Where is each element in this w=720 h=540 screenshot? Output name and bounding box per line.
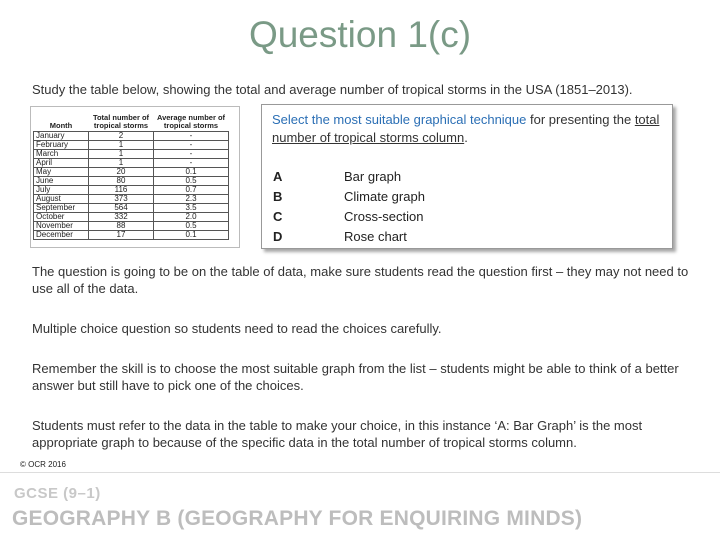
total-cell: 80 <box>89 177 154 186</box>
total-cell: 332 <box>89 213 154 222</box>
month-cell: June <box>34 177 89 186</box>
month-cell: October <box>34 213 89 222</box>
note-paragraph: Remember the skill is to choose the most suitable graph from the list – students might be able to think of a better answer but still have to pick one of the choices. <box>32 361 679 393</box>
average-cell: 0.5 <box>154 222 229 231</box>
month-cell: December <box>34 231 89 240</box>
table-row <box>34 168 229 177</box>
total-cell: 1 <box>89 150 154 159</box>
option-text-a: Bar graph <box>344 169 402 184</box>
option-letter-c: C <box>273 209 283 224</box>
total-cell: 20 <box>89 168 154 177</box>
table-row <box>34 186 229 195</box>
note-paragraph: Multiple choice question so students need to read the choices carefully. <box>32 321 442 336</box>
question-rest: for presenting the <box>526 112 632 127</box>
month-cell: January <box>34 132 89 141</box>
total-cell: 116 <box>89 186 154 195</box>
footer-qualification: GCSE (9–1) <box>14 485 101 502</box>
table-row <box>34 177 229 186</box>
copyright-notice: © OCR 2016 <box>20 460 66 469</box>
intro-text: Study the table below, showing the total and average number of tropical storms in the USA (1851–2013). <box>32 82 633 97</box>
average-cell: - <box>154 150 229 159</box>
footer-divider <box>0 472 720 473</box>
average-cell: - <box>154 159 229 168</box>
question-prompt <box>272 111 667 147</box>
option-letter-d: D <box>273 229 283 244</box>
header-average: Average number of tropical storms <box>156 113 226 130</box>
average-cell: 0.1 <box>154 231 229 240</box>
month-cell: July <box>34 186 89 195</box>
footer-course-title: GEOGRAPHY B (GEOGRAPHY FOR ENQUIRING MINDS) <box>12 507 583 530</box>
total-cell: 1 <box>89 141 154 150</box>
average-cell: 3.5 <box>154 204 229 213</box>
average-cell: 0.1 <box>154 168 229 177</box>
average-cell: - <box>154 141 229 150</box>
total-cell: 564 <box>89 204 154 213</box>
option-letter-b: B <box>273 189 283 204</box>
option-text-c: Cross-section <box>344 209 424 224</box>
total-cell: 373 <box>89 195 154 204</box>
question-end: . <box>464 130 468 145</box>
header-month: Month <box>49 121 73 130</box>
month-cell: November <box>34 222 89 231</box>
option-text-d: Rose chart <box>344 229 407 244</box>
table-row <box>34 231 229 240</box>
question-highlight: Select the most suitable graphical technique <box>272 112 527 127</box>
month-cell: February <box>34 141 89 150</box>
month-cell: September <box>34 204 89 213</box>
table-header-row <box>34 109 229 132</box>
average-cell: 0.7 <box>154 186 229 195</box>
question-underlined: total number of tropical storms column <box>272 112 660 145</box>
month-cell: August <box>34 195 89 204</box>
storm-table <box>33 109 229 240</box>
option-letter-a: A <box>273 169 283 184</box>
month-cell: May <box>34 168 89 177</box>
average-cell: 2.3 <box>154 195 229 204</box>
option-text-b: Climate graph <box>344 189 425 204</box>
table-row <box>34 141 229 150</box>
note-paragraph: The question is going to be on the table of data, make sure students read the question first – they may not need to use all of the data. <box>32 264 689 296</box>
table-row <box>34 159 229 168</box>
average-cell: - <box>154 132 229 141</box>
storm-table-panel <box>30 106 240 248</box>
total-cell: 17 <box>89 231 154 240</box>
month-cell: April <box>34 159 89 168</box>
header-total: Total number of tropical storms <box>92 113 150 130</box>
total-cell: 1 <box>89 159 154 168</box>
total-cell: 2 <box>89 132 154 141</box>
table-row <box>34 150 229 159</box>
average-cell: 2.0 <box>154 213 229 222</box>
average-cell: 0.5 <box>154 177 229 186</box>
question-panel <box>261 104 673 249</box>
month-cell: March <box>34 150 89 159</box>
slide-title: Question 1(c) <box>248 14 472 55</box>
note-paragraph: Students must refer to the data in the table to make your choice, in this instance ‘A: Bar Graph’ is the most appropriate graph to because of the specific data in the total number of tropical storms column. <box>32 418 643 450</box>
total-cell: 88 <box>89 222 154 231</box>
